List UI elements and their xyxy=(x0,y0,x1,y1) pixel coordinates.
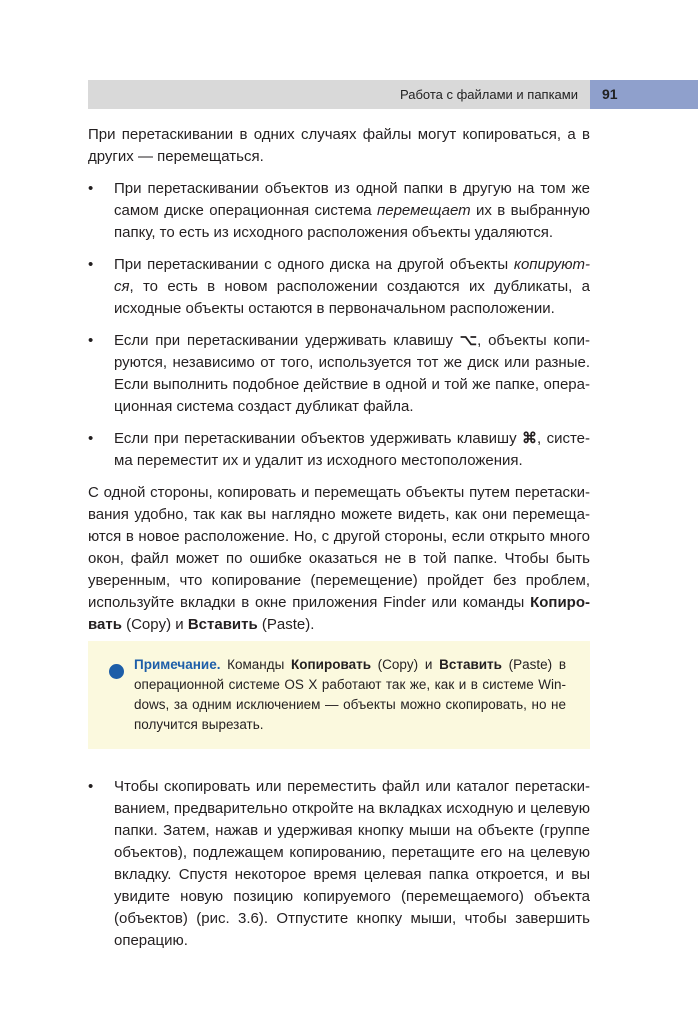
text: Если при перетаскивании объектов удерживать клавишу xyxy=(114,430,522,447)
command-name: Копировать xyxy=(291,657,371,672)
bullet-list xyxy=(88,776,590,952)
intro-paragraph: При перетаскивании в одних случаях файлы могут копироваться, а в других — перемещаться. xyxy=(88,126,590,165)
command-key-icon: ⌘ xyxy=(522,430,537,447)
text: При перетаскивании объектов из одной папки в другую на том же самом диске операционная система xyxy=(114,180,590,219)
command-name: Вставить xyxy=(439,657,502,672)
bullet-list xyxy=(88,178,590,472)
text: С одной стороны, копировать и перемещать объекты путем перетаскивания удобно, так как вы наглядно можете видеть, как они перемещаются в новое расположение. Но, с другой стороны, если открыто много окон, файл может по ошибке оказаться не в той папке. Чтобы быть уверенным, что копирование (перемещение) пройдет без проблем, используйте вкладки в окне приложения Finder или команды xyxy=(88,484,590,611)
note-label: Примечание. xyxy=(134,657,221,672)
text: Команды xyxy=(220,657,292,672)
bullet-item xyxy=(88,178,590,244)
text: , объекты копируются, независимо от того, используется тот же диск или разные. Если выполнить подобное действие в одной и той же папке, операционная система создаст дубликат файла. xyxy=(114,332,590,415)
bullet-item xyxy=(88,330,590,418)
paragraph xyxy=(88,482,590,636)
running-header xyxy=(88,80,590,109)
note-box xyxy=(88,641,590,749)
note-bullet-icon xyxy=(109,664,124,679)
body-text-top xyxy=(88,124,590,646)
bullet-item xyxy=(88,428,590,472)
body-text-bottom xyxy=(88,776,590,962)
page-number-box xyxy=(590,80,698,109)
bullet-item: • Чтобы скопировать или переместить файл или каталог перетаскиванием, предварительно откройте на вкладках исходную и целевую папки. Затем, нажав и удерживая кнопку мыши на объекте (группе объектов), подлежащем копированию, перетащите его на целевую вкладку. Спустя некоторое время целевая папка откроется, и вы увидите новую позицию копируемого (перемещаемого) объекта (объектов) (рис. 3.6). Отпустите кнопку мыши, чтобы завершить операцию. xyxy=(88,776,590,952)
text: (Copy) и xyxy=(121,616,188,633)
bullet-item xyxy=(88,254,590,320)
text: , система переместит их и удалит из исходного местоположения. xyxy=(114,430,590,469)
text: , то есть в новом расположении создаются их дубликаты, а исходные объекты остаются в первоначальном расположении. xyxy=(114,278,590,317)
page-number: 91 xyxy=(602,86,618,102)
chapter-title: Работа с файлами и папками xyxy=(399,87,578,102)
command-name: Вставить xyxy=(187,616,258,633)
emphasis: перемещает xyxy=(376,202,471,219)
emphasis: копируются xyxy=(114,256,590,295)
option-key-icon: ⌥ xyxy=(459,332,478,349)
text: их в выбранную папку, то есть из исходного расположения объекты удаляются. xyxy=(114,202,590,241)
text: При перетаскивании с одного диска на другой объекты xyxy=(114,256,514,273)
command-name: Копировать xyxy=(88,594,590,633)
text: Если при перетаскивании удерживать клавишу xyxy=(114,332,460,349)
text: (Paste) в операционной системе OS X работают так же, как и в системе Windows, за одним исключением — объекты можно скопировать, но не получится вырезать. xyxy=(134,657,566,732)
note-text xyxy=(134,655,566,735)
text: (Paste). xyxy=(257,616,315,633)
text: (Copy) и xyxy=(371,657,440,672)
